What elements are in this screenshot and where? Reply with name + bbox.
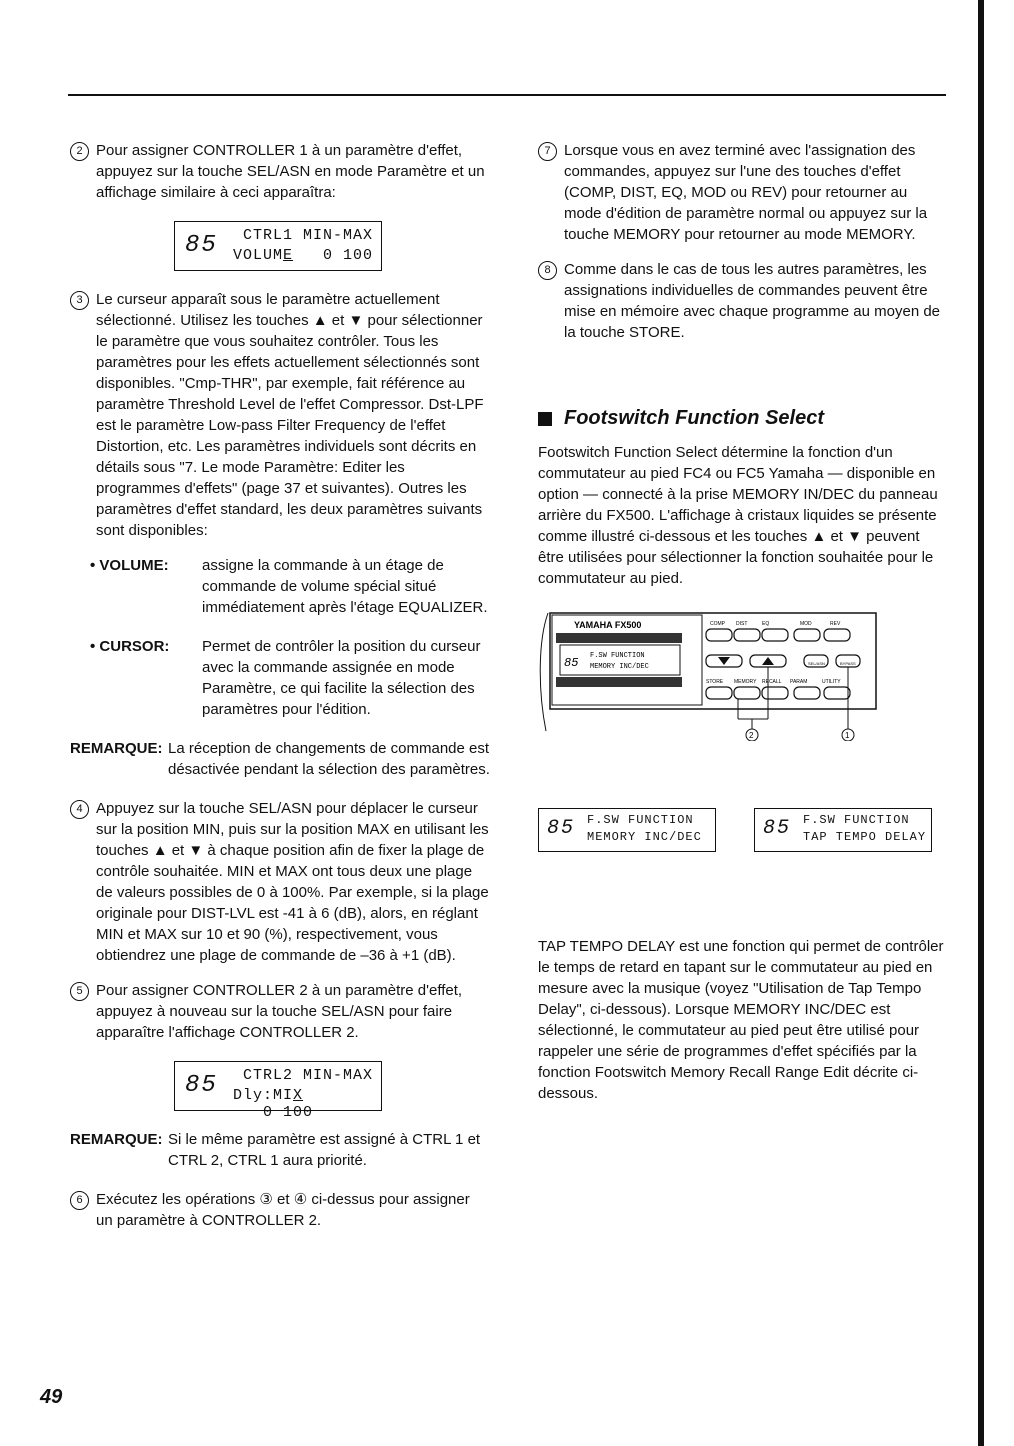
step-number: 2 xyxy=(70,142,89,161)
remark-text: La réception de changements de commande est désactivée pendant la sélection des paramètres. xyxy=(168,740,490,778)
lcd-program-number: 85 xyxy=(763,817,792,840)
step-text: Pour assigner CONTROLLER 1 à un paramètre d'effet, appuyez sur la touche SEL/ASN en mode Paramètre et un affichage similaire à ceci apparaîtra: xyxy=(96,142,485,201)
step-7 xyxy=(538,140,948,245)
step-text: Appuyez sur la touche SEL/ASN pour déplacer le curseur sur la position MIN, puis sur la position MAX en utilisant les touches ▲ et ▼ à chaque position afin de fixer la plage de contrôle souhaitée. MIN et MAX ont tous deux une plage de valeurs possibles de 0 à 100%. Par exemple, si la plage originale pour DIST-LVL est -41 à 6 (dB), alors, en réglant MIN et MAX sur 10 et 90 (%), respectivement, vous obtiendrez une plage de commande de –36 à +1 (dB). xyxy=(96,800,489,964)
mod-button xyxy=(794,629,820,641)
remark-1 xyxy=(70,738,490,780)
step-number: 4 xyxy=(70,800,89,819)
lcd-line-1: CTRL2 MIN-MAX xyxy=(243,1067,374,1084)
lcd-cursor: X xyxy=(293,1087,304,1104)
lcd-display-ctrl1 xyxy=(174,221,382,271)
lcd-line-1: F.SW FUNCTION xyxy=(803,813,910,827)
remark-key: REMARQUE: xyxy=(70,740,163,757)
fx500-front-panel xyxy=(538,611,883,741)
page-edge xyxy=(978,0,984,1446)
bullet-text: assigne la commande à un étage de commande de volume spécial situé immédiatement après l'étage EQUALIZER. xyxy=(202,557,488,616)
bullet-text: Permet de contrôler la position du curseur avec la commande assignée en mode Paramètre, ce qui facilite la sélection des paramètres pour l'édition. xyxy=(202,638,481,718)
step-text: Exécutez les opérations ③ et ④ ci-dessus pour assigner un paramètre à CONTROLLER 2. xyxy=(96,1191,470,1229)
step-8 xyxy=(538,259,948,343)
bullet-cursor xyxy=(90,636,490,720)
page-number: 49 xyxy=(40,1386,63,1408)
section-heading xyxy=(538,407,948,430)
bullet-key: • CURSOR: xyxy=(90,638,170,655)
left-column xyxy=(70,140,490,1245)
section-title: Footswitch Function Select xyxy=(564,407,825,429)
step-number: 5 xyxy=(70,982,89,1001)
step-number: 8 xyxy=(538,261,557,280)
panel-lcd-line-1: F.SW FUNCTION xyxy=(590,652,645,660)
panel-label-row xyxy=(706,621,856,685)
utility-button xyxy=(824,687,850,699)
lcd-tap-tempo-delay xyxy=(754,808,932,852)
label-param: PARAM xyxy=(790,679,808,685)
callout-1: 1 xyxy=(845,731,850,740)
top-rule xyxy=(68,94,946,96)
memory-button xyxy=(734,687,760,699)
label-eq: EQ xyxy=(762,621,770,627)
lcd-line-2-start: Dly:MI xyxy=(233,1087,294,1104)
eq-button xyxy=(762,629,788,641)
lcd-program-number: 85 xyxy=(547,817,576,840)
param-button xyxy=(794,687,820,699)
rev-button xyxy=(824,629,850,641)
step-text: Le curseur apparaît sous le paramètre actuellement sélectionné. Utilisez les touches ▲ et ▼ pour sélectionner le paramètre que vous souhaitez contrôler. Tous les paramètres pour les effets actuellement sélectionnés sont disponibles. "Cmp-THR", par exemple, fait référence au paramètre Threshold Level de l'effet Compressor. Dst-LPF est le paramètre Low-pass Filter Frequency de l'effet Distortion, etc. Les paramètres individuels sont décrits en détails sous "7. Le mode Paramètre: Editer les programmes d'effets" (page 37 et suivantes). Outres les paramètres d'effet standard, les deux paramètres suivants sont disponibles: xyxy=(96,291,484,539)
recall-button xyxy=(762,687,788,699)
lcd-line-2 xyxy=(233,1087,381,1121)
step-number: 6 xyxy=(70,1191,89,1210)
lcd-line-2 xyxy=(233,247,373,264)
lcd-program-number: 85 xyxy=(185,1072,218,1099)
right-column xyxy=(538,140,948,1104)
panel-lcd-line-2: MEMORY INC/DEC xyxy=(590,663,649,671)
lcd-line-2-end: 0 100 xyxy=(293,247,374,264)
label-comp: COMP xyxy=(710,621,725,627)
step-6 xyxy=(70,1189,490,1231)
up-arrow-icon xyxy=(762,657,774,665)
store-button xyxy=(706,687,732,699)
lcd-line-2-end: 0 100 xyxy=(233,1104,314,1121)
bullet-volume xyxy=(90,555,490,618)
bullet-key: • VOLUME: xyxy=(90,557,169,574)
step-number: 3 xyxy=(70,291,89,310)
dist-button xyxy=(734,629,760,641)
label-selasn: SEL/ASN xyxy=(808,661,825,666)
label-dist: DIST xyxy=(736,621,748,627)
lcd-line-1: CTRL1 MIN-MAX xyxy=(243,227,374,244)
lcd-display-ctrl2 xyxy=(174,1061,382,1121)
callout-lines xyxy=(738,667,848,729)
lcd-program-number: 85 xyxy=(185,232,218,259)
panel-brand: YAMAHA FX500 xyxy=(574,620,642,630)
remark-text: Si le même paramètre est assigné à CTRL 1 et CTRL 2, CTRL 1 aura priorité. xyxy=(168,1131,481,1169)
lcd-line-2: TAP TEMPO DELAY xyxy=(803,830,927,844)
step-2 xyxy=(70,140,490,203)
step-3 xyxy=(70,289,490,541)
label-rev: REV xyxy=(830,621,841,627)
step-number: 7 xyxy=(538,142,557,161)
step-text: Lorsque vous en avez terminé avec l'assignation des commandes, appuyez sur l'une des touches d'effet (COMP, DIST, EQ, MOD ou REV) pour retourner au mode d'édition de paramètre normal ou appuyez sur la touche MEMORY pour retourner au mode MEMORY. xyxy=(564,142,928,243)
callout-2: 2 xyxy=(749,731,754,740)
label-recall: RECALL xyxy=(762,679,782,685)
step-text: Comme dans le cas de tous les autres paramètres, les assignations individuelles de commandes peuvent être mise en mémoire avec chaque programme au moyen de la touche STORE. xyxy=(564,261,941,341)
lcd-line-1: F.SW FUNCTION xyxy=(587,813,694,827)
label-memory: MEMORY xyxy=(734,679,757,685)
down-arrow-icon xyxy=(718,657,730,665)
panel-lcd-number: 85 xyxy=(564,656,579,670)
lcd-cursor: E xyxy=(283,247,294,264)
label-mod: MOD xyxy=(800,621,812,627)
remark-key: REMARQUE: xyxy=(70,1131,163,1148)
step-5 xyxy=(70,980,490,1043)
lcd-line-2: MEMORY INC/DEC xyxy=(587,830,702,844)
label-bypass: BYPASS xyxy=(840,661,856,666)
step-text: Pour assigner CONTROLLER 2 à un paramètre d'effet, appuyez à nouveau sur la touche SEL/ASN pour faire apparaître l'affichage CONTROLLER 2. xyxy=(96,982,463,1041)
label-utility: UTILITY xyxy=(822,679,841,685)
lcd-memory-inc-dec xyxy=(538,808,716,852)
step-4 xyxy=(70,798,490,966)
tap-tempo-paragraph: TAP TEMPO DELAY est une fonction qui permet de contrôler le temps de retard en tapant sur le commutateur au pied en mesure avec la musique (voyez "Utilisation de Tap Tempo Delay", ci-dessous). Lorsque MEMORY INC/DEC est sélectionné, le commutateur au pied peut être utilisé pour rappeler une série de programmes d'effet spécifiés par la fonction Footswitch Memory Recall Range Edit décrite ci-dessous. xyxy=(538,938,944,1102)
square-bullet-icon xyxy=(538,412,552,426)
lcd-options xyxy=(538,808,932,852)
comp-button xyxy=(706,629,732,641)
label-store: STORE xyxy=(706,679,724,685)
panel-buttons xyxy=(706,629,860,699)
remark-2 xyxy=(70,1129,490,1171)
panel-lcd-window xyxy=(556,633,682,687)
intro-paragraph: Footswitch Function Select détermine la fonction d'un commutateur au pied FC4 ou FC5 Yamaha — disponible en option — connecté à la prise MEMORY IN/DEC du panneau arrière du FX500. L'affichage à cristaux liquides se présente comme illustré ci-dessous et les touches ▲ et ▼ peuvent être utilisées pour sélectionner la fonction souhaitée pour le commutateur au pied. xyxy=(538,444,938,587)
lcd-line-2-start: VOLUM xyxy=(233,247,284,264)
